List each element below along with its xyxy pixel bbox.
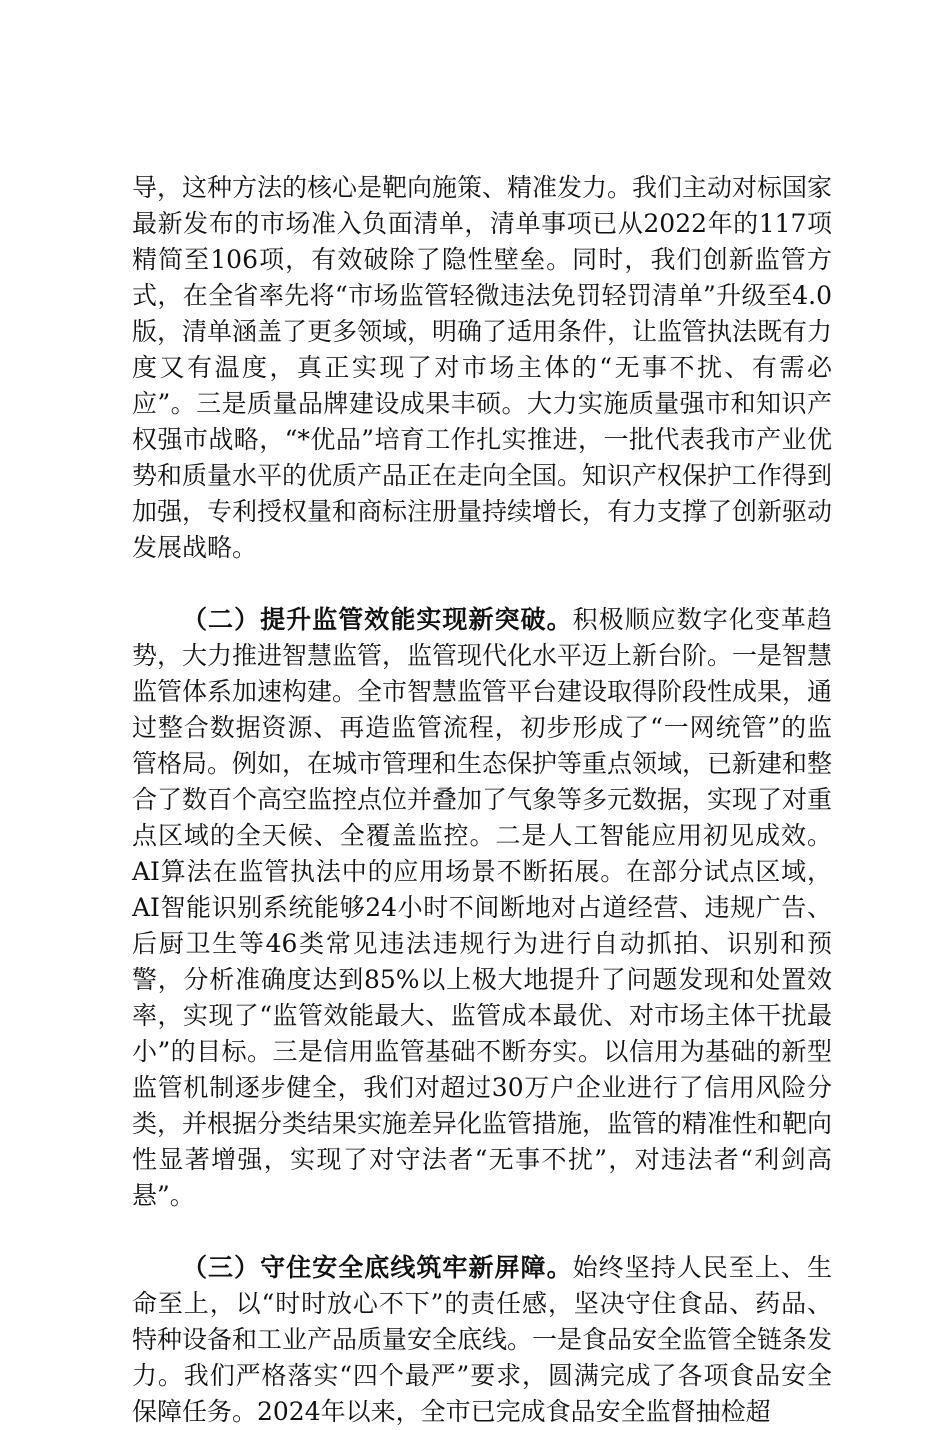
section-heading: （二）提升监管效能实现新突破。 [182, 605, 573, 634]
paragraph-text: 始终坚持人民至上、生命至上，以“时时放心不下”的责任感，坚决守住食品、药品、特种设备和工业产品质量安全底线。一是食品安全监管全链条发力。我们严格落实“四个最严”要求，圆满完成了各项食品安全保障任务。2024年以来，全市已完成食品安全监督抽检超 [132, 1253, 833, 1426]
paragraph-section-2 [132, 602, 832, 1214]
paragraph-continuation [132, 170, 832, 566]
paragraph-section-3 [132, 1250, 832, 1430]
paragraph-text: 积极顺应数字化变革趋势，大力推进智慧监管，监管现代化水平迈上新台阶。一是智慧监管体系加速构建。全市智慧监管平台建设取得阶段性成果，通过整合数据资源、再造监管流程，初步形成了“一网统管”的监管格局。例如，在城市管理和生态保护等重点领域，已新建和整合了数百个高空监控点位并叠加了气象等多元数据，实现了对重点区域的全天候、全覆盖监控。二是人工智能应用初见成效。AI算法在监管执法中的应用场景不断拓展。在部分试点区域，AI智能识别系统能够24小时不间断地对占道经营、违规广告、后厨卫生等46类常见违法违规行为进行自动抓拍、识别和预警，分析准确度达到85%以上极大地提升了问题发现和处置效率，实现了“监管效能最大、监管成本最优、对市场主体干扰最小”的目标。三是信用监管基础不断夯实。以信用为基础的新型监管机制逐步健全，我们对超过30万户企业进行了信用风险分类，并根据分类结果实施差异化监管措施，监管的精准性和靶向性显著增强，实现了对守法者“无事不扰”，对违法者“利剑高悬”。 [132, 605, 833, 1210]
section-heading: （三）守住安全底线筑牢新屏障。 [182, 1253, 573, 1282]
paragraph-text: 导，这种方法的核心是靶向施策、精准发力。我们主动对标国家最新发布的市场准入负面清单，清单事项已从2022年的117项精简至106项，有效破除了隐性壁垒。同时，我们创新监管方式，在全省率先将“市场监管轻微违法免罚轻罚清单”升级至4.0版，清单涵盖了更多领域，明确了适用条件，让监管执法既有力度又有温度，真正实现了对市场主体的“无事不扰、有需必应”。三是质量品牌建设成果丰硕。大力实施质量强市和知识产权强市战略，“*优品”培育工作扎实推进，一批代表我市产业优势和质量水平的优质产品正在走向全国。知识产权保护工作得到加强，专利授权量和商标注册量持续增长，有力支撑了创新驱动发展战略。 [132, 173, 833, 562]
document-body [132, 170, 832, 1430]
